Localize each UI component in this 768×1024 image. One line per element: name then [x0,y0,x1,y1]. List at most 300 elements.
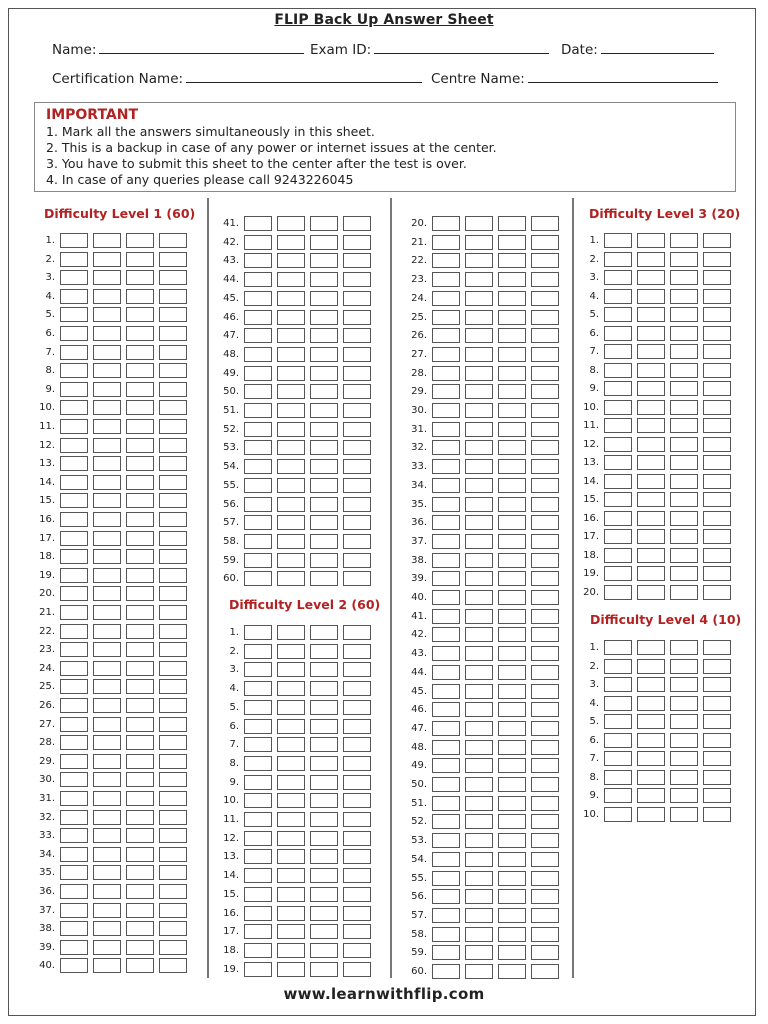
answer-box[interactable] [60,568,88,583]
answer-box[interactable] [465,366,493,381]
centre-name-input-line[interactable] [528,69,718,83]
answer-box[interactable] [126,586,154,601]
answer-box[interactable] [277,662,305,677]
answer-box[interactable] [604,677,632,692]
answer-box[interactable] [277,422,305,437]
answer-box[interactable] [531,384,559,399]
answer-box[interactable] [60,940,88,955]
answer-box[interactable] [126,307,154,322]
answer-box[interactable] [277,812,305,827]
answer-box[interactable] [126,568,154,583]
answer-box[interactable] [432,740,460,755]
answer-box[interactable] [244,906,272,921]
answer-box[interactable] [310,515,338,530]
answer-box[interactable] [498,459,526,474]
answer-box[interactable] [277,831,305,846]
answer-box[interactable] [343,347,371,362]
answer-box[interactable] [343,719,371,734]
answer-box[interactable] [244,422,272,437]
answer-box[interactable] [604,474,632,489]
answer-box[interactable] [244,756,272,771]
answer-box[interactable] [93,345,121,360]
answer-box[interactable] [498,366,526,381]
answer-box[interactable] [432,777,460,792]
answer-box[interactable] [531,235,559,250]
answer-box[interactable] [432,590,460,605]
answer-box[interactable] [93,940,121,955]
answer-box[interactable] [126,382,154,397]
answer-box[interactable] [531,852,559,867]
exam-id-field[interactable] [310,40,549,58]
answer-box[interactable] [93,382,121,397]
answer-box[interactable] [670,640,698,655]
answer-box[interactable] [531,590,559,605]
answer-box[interactable] [432,814,460,829]
answer-box[interactable] [637,659,665,674]
answer-box[interactable] [531,833,559,848]
answer-box[interactable] [432,871,460,886]
answer-box[interactable] [531,478,559,493]
answer-box[interactable] [432,796,460,811]
answer-box[interactable] [604,751,632,766]
answer-box[interactable] [531,253,559,268]
answer-box[interactable] [531,553,559,568]
answer-box[interactable] [637,474,665,489]
answer-box[interactable] [310,812,338,827]
answer-box[interactable] [277,906,305,921]
answer-box[interactable] [244,534,272,549]
answer-box[interactable] [604,289,632,304]
answer-box[interactable] [159,475,187,490]
answer-box[interactable] [93,475,121,490]
answer-box[interactable] [637,381,665,396]
answer-box[interactable] [604,585,632,600]
answer-box[interactable] [310,962,338,977]
answer-box[interactable] [159,289,187,304]
answer-box[interactable] [310,459,338,474]
answer-box[interactable] [670,807,698,822]
answer-box[interactable] [244,459,272,474]
answer-box[interactable] [126,903,154,918]
answer-box[interactable] [703,807,731,822]
answer-box[interactable] [126,698,154,713]
answer-box[interactable] [703,677,731,692]
answer-box[interactable] [531,422,559,437]
answer-box[interactable] [277,943,305,958]
answer-box[interactable] [604,788,632,803]
answer-box[interactable] [604,529,632,544]
answer-box[interactable] [498,291,526,306]
answer-box[interactable] [498,328,526,343]
answer-box[interactable] [604,363,632,378]
answer-box[interactable] [703,400,731,415]
answer-box[interactable] [703,363,731,378]
answer-box[interactable] [670,788,698,803]
answer-box[interactable] [637,492,665,507]
answer-box[interactable] [310,478,338,493]
answer-box[interactable] [310,440,338,455]
answer-box[interactable] [637,640,665,655]
answer-box[interactable] [93,903,121,918]
answer-box[interactable] [604,640,632,655]
answer-box[interactable] [60,549,88,564]
answer-box[interactable] [531,216,559,231]
answer-box[interactable] [126,847,154,862]
answer-box[interactable] [498,478,526,493]
answer-box[interactable] [244,497,272,512]
answer-box[interactable] [126,512,154,527]
answer-box[interactable] [343,571,371,586]
answer-box[interactable] [277,235,305,250]
answer-box[interactable] [670,696,698,711]
answer-box[interactable] [498,684,526,699]
answer-box[interactable] [93,549,121,564]
answer-box[interactable] [277,737,305,752]
answer-box[interactable] [343,849,371,864]
answer-box[interactable] [159,624,187,639]
answer-box[interactable] [531,758,559,773]
answer-box[interactable] [465,646,493,661]
answer-box[interactable] [244,812,272,827]
answer-box[interactable] [670,677,698,692]
answer-box[interactable] [159,642,187,657]
answer-box[interactable] [159,531,187,546]
answer-box[interactable] [93,233,121,248]
answer-box[interactable] [465,440,493,455]
answer-box[interactable] [159,493,187,508]
answer-box[interactable] [93,717,121,732]
answer-box[interactable] [60,679,88,694]
answer-box[interactable] [343,497,371,512]
answer-box[interactable] [310,849,338,864]
answer-box[interactable] [310,553,338,568]
answer-box[interactable] [310,831,338,846]
answer-box[interactable] [531,871,559,886]
answer-box[interactable] [498,422,526,437]
answer-box[interactable] [159,884,187,899]
answer-box[interactable] [93,847,121,862]
answer-box[interactable] [244,366,272,381]
answer-box[interactable] [531,515,559,530]
answer-box[interactable] [604,659,632,674]
answer-box[interactable] [604,252,632,267]
answer-box[interactable] [60,698,88,713]
answer-box[interactable] [531,684,559,699]
answer-box[interactable] [465,422,493,437]
answer-box[interactable] [60,382,88,397]
answer-box[interactable] [432,272,460,287]
answer-box[interactable] [637,529,665,544]
answer-box[interactable] [60,400,88,415]
answer-box[interactable] [637,807,665,822]
answer-box[interactable] [126,810,154,825]
answer-box[interactable] [432,609,460,624]
answer-box[interactable] [343,906,371,921]
answer-box[interactable] [604,492,632,507]
answer-box[interactable] [465,534,493,549]
answer-box[interactable] [277,681,305,696]
answer-box[interactable] [277,515,305,530]
answer-box[interactable] [60,531,88,546]
answer-box[interactable] [670,233,698,248]
answer-box[interactable] [604,344,632,359]
answer-box[interactable] [637,270,665,285]
answer-box[interactable] [465,253,493,268]
answer-box[interactable] [498,627,526,642]
answer-box[interactable] [60,810,88,825]
answer-box[interactable] [60,661,88,676]
answer-box[interactable] [637,344,665,359]
answer-box[interactable] [343,962,371,977]
answer-box[interactable] [93,624,121,639]
answer-box[interactable] [343,812,371,827]
answer-box[interactable] [159,233,187,248]
answer-box[interactable] [343,235,371,250]
answer-box[interactable] [60,326,88,341]
answer-box[interactable] [60,865,88,880]
answer-box[interactable] [432,440,460,455]
answer-box[interactable] [244,272,272,287]
answer-box[interactable] [277,887,305,902]
answer-box[interactable] [244,253,272,268]
answer-box[interactable] [310,644,338,659]
answer-box[interactable] [126,252,154,267]
answer-box[interactable] [498,758,526,773]
answer-box[interactable] [343,534,371,549]
answer-box[interactable] [498,889,526,904]
answer-box[interactable] [432,571,460,586]
answer-box[interactable] [126,419,154,434]
answer-box[interactable] [310,662,338,677]
answer-box[interactable] [531,665,559,680]
answer-box[interactable] [531,964,559,979]
answer-box[interactable] [343,515,371,530]
answer-box[interactable] [670,714,698,729]
answer-box[interactable] [60,828,88,843]
answer-box[interactable] [159,698,187,713]
answer-box[interactable] [159,568,187,583]
answer-box[interactable] [670,548,698,563]
answer-box[interactable] [277,868,305,883]
answer-box[interactable] [465,927,493,942]
answer-box[interactable] [465,272,493,287]
answer-box[interactable] [531,497,559,512]
answer-box[interactable] [432,347,460,362]
answer-box[interactable] [343,216,371,231]
answer-box[interactable] [93,698,121,713]
answer-box[interactable] [670,529,698,544]
answer-box[interactable] [126,624,154,639]
answer-box[interactable] [465,497,493,512]
answer-box[interactable] [604,714,632,729]
answer-box[interactable] [531,403,559,418]
answer-box[interactable] [498,571,526,586]
answer-box[interactable] [159,456,187,471]
answer-box[interactable] [670,770,698,785]
answer-box[interactable] [432,553,460,568]
answer-box[interactable] [159,679,187,694]
answer-box[interactable] [310,347,338,362]
answer-box[interactable] [310,719,338,734]
answer-box[interactable] [244,962,272,977]
answer-box[interactable] [498,646,526,661]
answer-box[interactable] [159,847,187,862]
answer-box[interactable] [343,644,371,659]
answer-box[interactable] [343,459,371,474]
answer-box[interactable] [531,534,559,549]
answer-box[interactable] [126,326,154,341]
answer-box[interactable] [93,307,121,322]
answer-box[interactable] [159,307,187,322]
answer-box[interactable] [93,754,121,769]
answer-box[interactable] [277,793,305,808]
answer-box[interactable] [277,700,305,715]
answer-box[interactable] [343,924,371,939]
answer-box[interactable] [637,289,665,304]
answer-box[interactable] [310,235,338,250]
answer-box[interactable] [703,788,731,803]
answer-box[interactable] [60,847,88,862]
answer-box[interactable] [465,590,493,605]
answer-box[interactable] [244,515,272,530]
answer-box[interactable] [465,777,493,792]
answer-box[interactable] [531,721,559,736]
answer-box[interactable] [343,662,371,677]
answer-box[interactable] [432,945,460,960]
answer-box[interactable] [498,927,526,942]
answer-box[interactable] [531,927,559,942]
answer-box[interactable] [343,553,371,568]
answer-box[interactable] [310,868,338,883]
answer-box[interactable] [604,548,632,563]
answer-box[interactable] [126,958,154,973]
answer-box[interactable] [60,252,88,267]
answer-box[interactable] [310,497,338,512]
answer-box[interactable] [498,945,526,960]
answer-box[interactable] [531,702,559,717]
answer-box[interactable] [531,646,559,661]
answer-box[interactable] [637,566,665,581]
answer-box[interactable] [498,216,526,231]
answer-box[interactable] [343,943,371,958]
answer-box[interactable] [126,456,154,471]
answer-box[interactable] [244,291,272,306]
answer-box[interactable] [244,403,272,418]
answer-box[interactable] [60,363,88,378]
answer-box[interactable] [126,438,154,453]
answer-box[interactable] [604,400,632,415]
answer-box[interactable] [343,868,371,883]
answer-box[interactable] [244,553,272,568]
answer-box[interactable] [159,270,187,285]
answer-box[interactable] [60,270,88,285]
answer-box[interactable] [531,440,559,455]
answer-box[interactable] [465,964,493,979]
exam-id-input-line[interactable] [374,40,549,54]
answer-box[interactable] [670,326,698,341]
answer-box[interactable] [93,400,121,415]
answer-box[interactable] [343,310,371,325]
answer-box[interactable] [531,889,559,904]
answer-box[interactable] [277,347,305,362]
answer-box[interactable] [277,440,305,455]
answer-box[interactable] [498,964,526,979]
answer-box[interactable] [604,770,632,785]
answer-box[interactable] [244,310,272,325]
answer-box[interactable] [498,553,526,568]
answer-box[interactable] [703,437,731,452]
answer-box[interactable] [310,700,338,715]
answer-box[interactable] [432,889,460,904]
answer-box[interactable] [126,735,154,750]
answer-box[interactable] [637,585,665,600]
answer-box[interactable] [432,515,460,530]
answer-box[interactable] [159,382,187,397]
answer-box[interactable] [277,253,305,268]
answer-box[interactable] [60,921,88,936]
answer-box[interactable] [432,291,460,306]
answer-box[interactable] [703,696,731,711]
certification-name-input-line[interactable] [186,69,422,83]
answer-box[interactable] [498,347,526,362]
answer-box[interactable] [465,515,493,530]
answer-box[interactable] [60,624,88,639]
answer-box[interactable] [93,810,121,825]
answer-box[interactable] [703,566,731,581]
answer-box[interactable] [531,366,559,381]
answer-box[interactable] [159,326,187,341]
answer-box[interactable] [465,833,493,848]
answer-box[interactable] [159,586,187,601]
answer-box[interactable] [465,403,493,418]
answer-box[interactable] [498,871,526,886]
answer-box[interactable] [277,291,305,306]
answer-box[interactable] [244,625,272,640]
answer-box[interactable] [465,627,493,642]
answer-box[interactable] [244,719,272,734]
answer-box[interactable] [310,775,338,790]
answer-box[interactable] [60,642,88,657]
answer-box[interactable] [60,419,88,434]
answer-box[interactable] [310,366,338,381]
answer-box[interactable] [343,831,371,846]
answer-box[interactable] [465,721,493,736]
answer-box[interactable] [465,889,493,904]
answer-box[interactable] [604,511,632,526]
answer-box[interactable] [93,419,121,434]
answer-box[interactable] [159,605,187,620]
answer-box[interactable] [637,363,665,378]
answer-box[interactable] [277,497,305,512]
answer-box[interactable] [604,455,632,470]
answer-box[interactable] [670,492,698,507]
answer-box[interactable] [465,216,493,231]
answer-box[interactable] [159,791,187,806]
answer-box[interactable] [343,625,371,640]
answer-box[interactable] [465,740,493,755]
answer-box[interactable] [244,384,272,399]
answer-box[interactable] [703,714,731,729]
answer-box[interactable] [277,310,305,325]
answer-box[interactable] [60,772,88,787]
answer-box[interactable] [159,512,187,527]
answer-box[interactable] [159,903,187,918]
answer-box[interactable] [60,605,88,620]
answer-box[interactable] [277,775,305,790]
answer-box[interactable] [93,568,121,583]
answer-box[interactable] [637,751,665,766]
answer-box[interactable] [159,252,187,267]
